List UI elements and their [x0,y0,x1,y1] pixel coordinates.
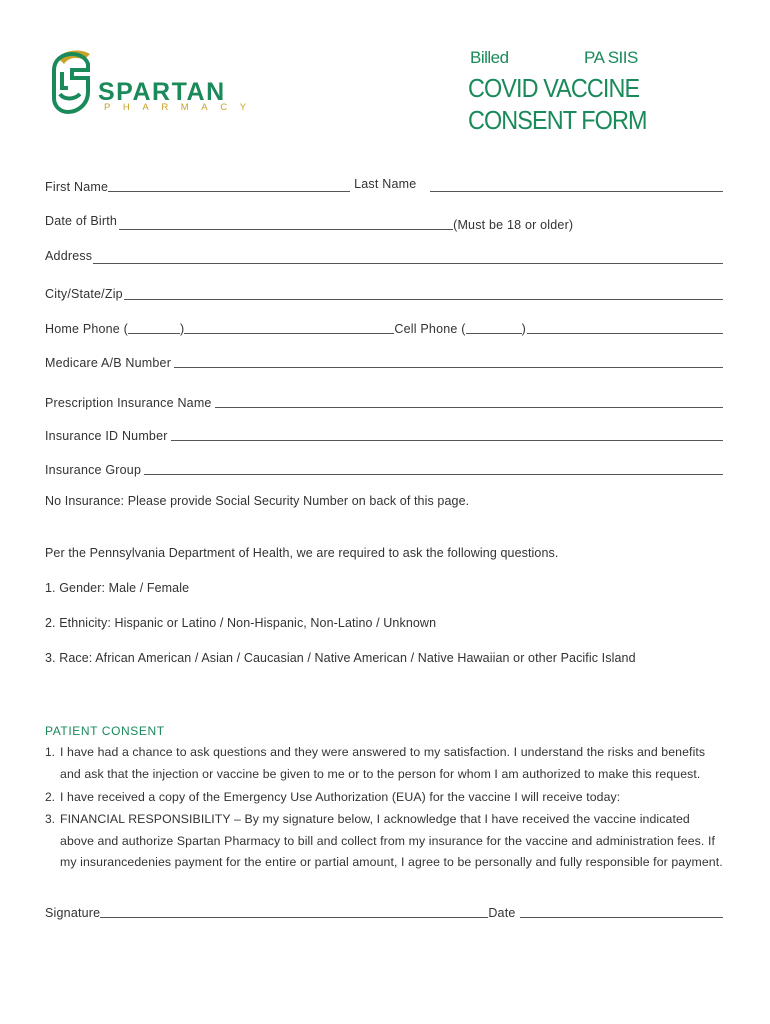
consent-item-1: I have had a chance to ask questions and they were answered to my satisfaction. I understand the risks and benefits and ask that the injection or vaccine be given to me or to the person for whom I am authorized to make this request. [60,745,706,781]
first-name-field[interactable] [108,190,350,192]
consent-number-2: 2. [45,790,56,804]
questions-intro: Per the Pennsylvania Department of Health, we are required to ask the following questions. [45,546,559,560]
home-phone-label: Home Phone ( [45,322,128,336]
no-insurance-note: No Insurance: Please provide Social Security Number on back of this page. [45,494,470,508]
medicare-label: Medicare A/B Number [45,356,172,370]
home-phone-field[interactable] [184,332,394,334]
date-field[interactable] [520,916,723,918]
city-field[interactable] [124,298,723,300]
home-paren-close: ) [180,322,185,336]
address-field[interactable] [93,262,723,264]
city-row [45,282,724,302]
billed-label: Billed [470,48,509,67]
spartan-helmet-icon [50,48,98,118]
dob-label: Date of Birth [45,214,118,228]
insurance-id-row [45,425,724,443]
name-row [45,176,724,194]
address-label: Address [45,249,93,263]
logo-wordmark: SPARTAN [98,78,226,106]
last-name-label: Last Name [354,177,417,191]
dob-row [45,212,724,232]
insurance-id-label: Insurance ID Number [45,429,168,443]
spartan-pharmacy-logo [50,48,260,118]
insurance-group-label: Insurance Group [45,463,142,477]
medicare-row [45,352,724,370]
phone-row [45,318,724,336]
rx-insurance-field[interactable] [215,406,723,408]
address-row [45,246,724,266]
cell-area-code-field[interactable] [466,332,522,334]
date-label: Date [488,906,516,920]
question-gender: 1. Gender: Male / Female [45,581,190,595]
insurance-id-field[interactable] [171,439,723,441]
signature-field[interactable] [100,916,488,918]
patient-consent-heading: PATIENT CONSENT [45,724,165,738]
question-race: 3. Race: African American / Asian / Caucasian / Native American / Native Hawaiian or other Pacific Island [45,651,636,665]
page-title: COVID VACCINE CONSENT FORM [468,73,647,135]
insurance-group-row [45,459,724,477]
last-name-field[interactable] [430,190,723,192]
consent-number-3: 3. [45,812,56,826]
rx-insurance-row [45,392,724,410]
first-name-label: First Name [45,180,109,194]
cell-phone-label: Cell Phone ( [394,322,466,336]
cell-paren-close: ) [521,322,526,336]
consent-item-3: FINANCIAL RESPONSIBILITY – By my signature below, I acknowledge that I have received the vaccine indicated above and authorize Spartan Pharmacy to bill and collect from my insurance for the vaccine and administration fees. If my insurancedenies payment for the entire or partial amount, I agree to be personally and fully responsible for payment. [60,812,723,869]
signature-label: Signature [45,906,101,920]
rx-insurance-label: Prescription Insurance Name [45,396,212,410]
insurance-group-field[interactable] [144,473,723,475]
dob-note: (Must be 18 or older) [453,218,574,232]
signature-row [45,902,724,920]
dob-field[interactable] [119,228,453,230]
question-ethnicity: 2. Ethnicity: Hispanic or Latino / Non-Hispanic, Non-Latino / Unknown [45,616,437,630]
cell-phone-field[interactable] [527,332,723,334]
logo-subtitle: PHARMACY [104,102,259,113]
medicare-field[interactable] [174,366,723,368]
consent-number-1: 1. [45,745,56,759]
consent-item-2: I have received a copy of the Emergency Use Authorization (EUA) for the vaccine I will receive today: [60,790,621,804]
pasiis-label: PA SIIS [584,48,638,67]
city-label: City/State/Zip [45,287,123,301]
home-area-code-field[interactable] [128,332,180,334]
